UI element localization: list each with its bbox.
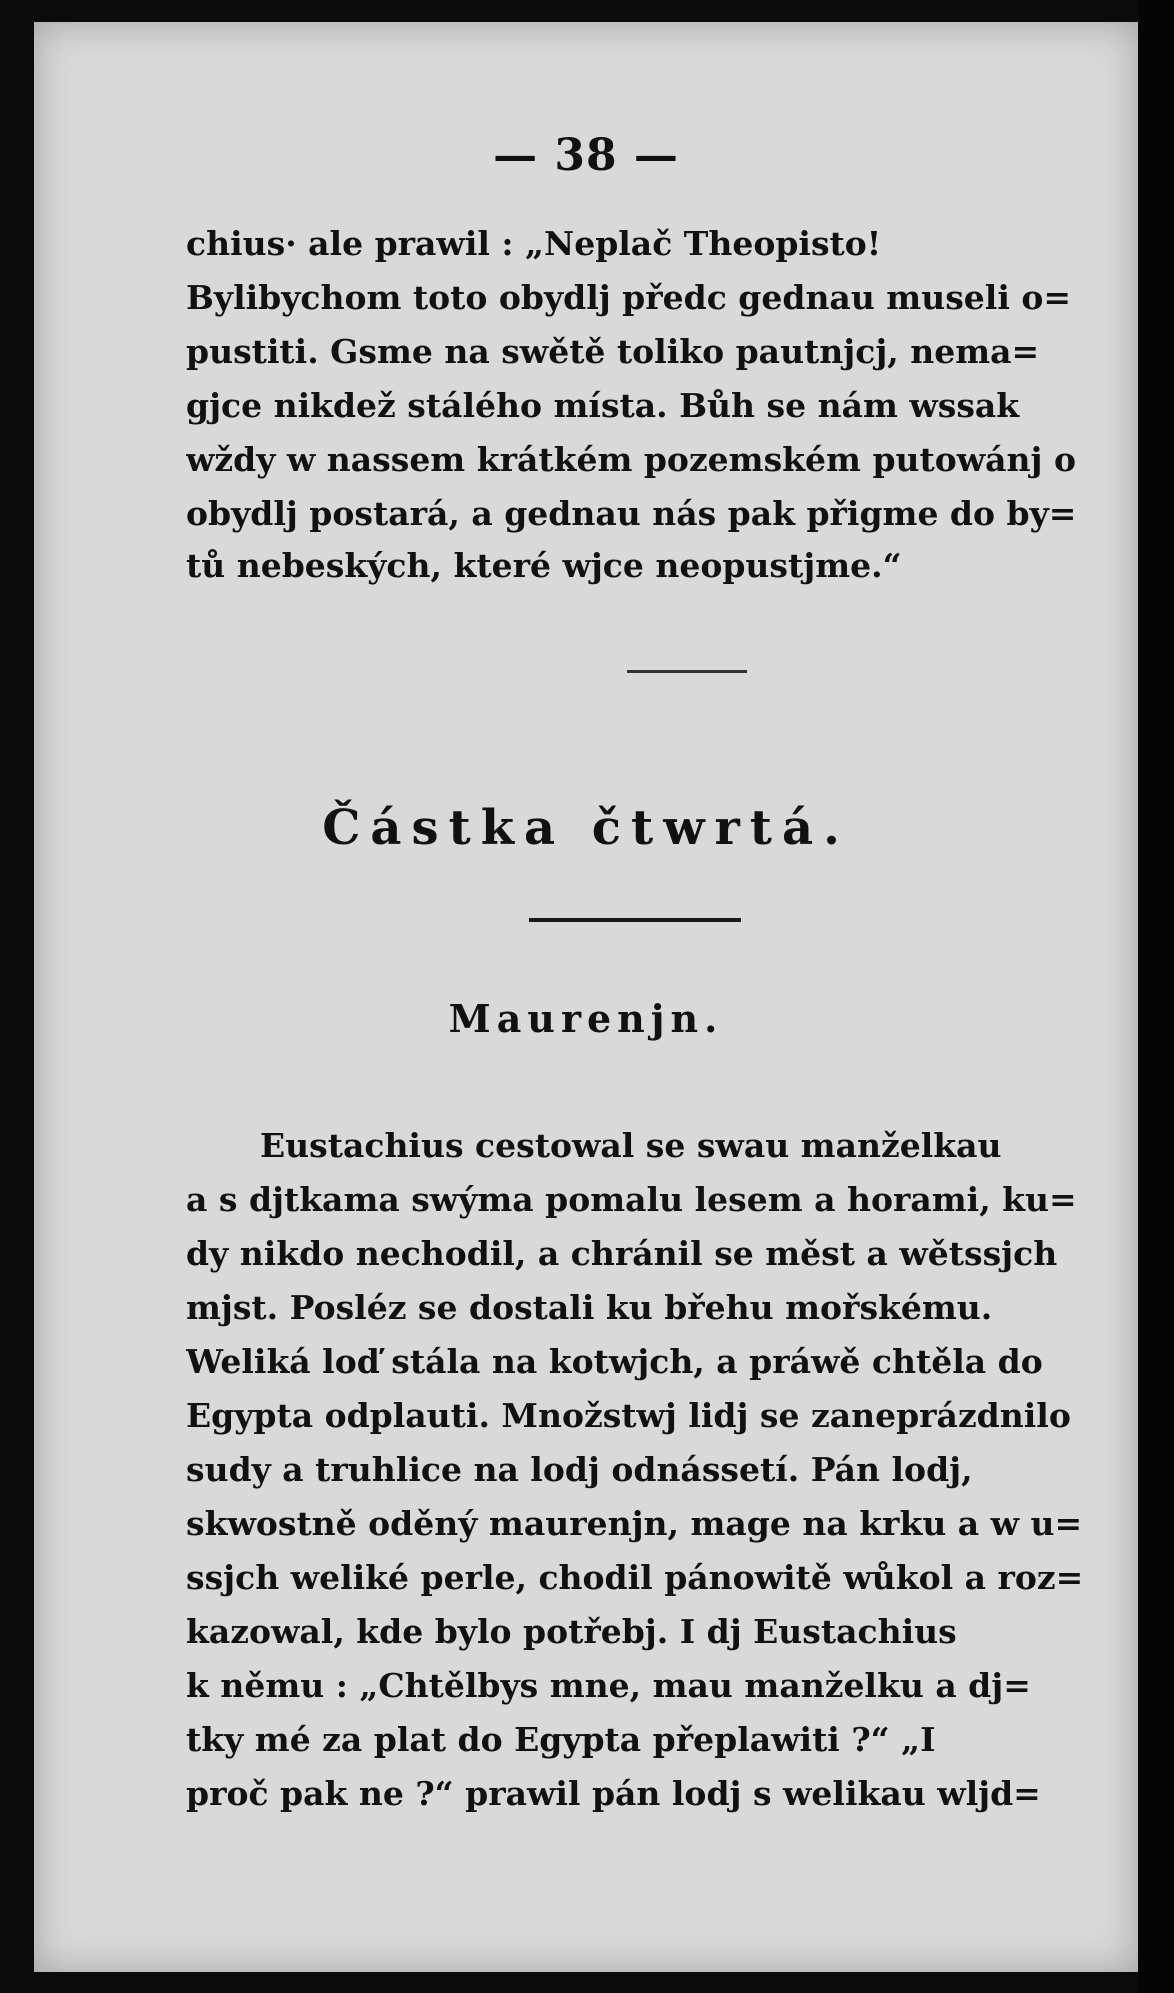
text-line: mjst. Posléz se dostali ku břehu mořskému. (186, 1288, 993, 1327)
text-line: pustiti. Gsme na swětě toliko pautnjcj, nema= (186, 332, 1040, 371)
text-line: proč pak ne ?“ prawil pán lodj s welikau wljd= (186, 1774, 1041, 1813)
text-line: tky mé za plat do Egypta přeplawiti ?“ „I (186, 1720, 936, 1759)
text-line: k němu : „Chtělbys mne, mau manželku a dj= (186, 1666, 1031, 1705)
text-line: Eustachius cestowal se swau manželkau (260, 1126, 1002, 1165)
text-line: a s djtkama swýma pomalu lesem a horami, ku= (186, 1180, 1077, 1219)
section-subtitle: Maurenjn. (448, 996, 724, 1041)
text-line: dy nikdo nechodil, a chránil se měst a wětssjch (186, 1234, 1058, 1273)
text-line: Egypta odplauti. Množstwj lidj se zaneprázdnilo (186, 1396, 1071, 1435)
text-line: wždy w nassem krátkém pozemském putowánj o (186, 440, 1076, 479)
text-line: tů nebeských, které wjce neopustjme.“ (186, 546, 902, 585)
text-line: sudy a truhlice na lodj odnássetí. Pán lodj, (186, 1450, 973, 1489)
text-line: skwostně oděný maurenjn, mage na krku a w u= (186, 1504, 1083, 1543)
section-title: Částka čtwrtá. (322, 800, 850, 856)
scan-border (1138, 0, 1174, 1993)
text-line: chius· ale prawil : „Neplač Theopisto! (186, 224, 882, 263)
text-line: kazowal, kde bylo potřebj. I dj Eustachius (186, 1612, 957, 1651)
text-line: Weliká loď stála na kotwjch, a práwě chtěla do (186, 1342, 1043, 1381)
book-page (34, 22, 1138, 1972)
title-rule (529, 918, 741, 922)
text-line: Bylibychom toto obydlj předc gednau museli o= (186, 278, 1072, 317)
text-line: obydlj postará, a gednau nás pak přigme do by= (186, 494, 1077, 533)
separator-rule (627, 670, 747, 673)
page-number: — 38 — (493, 130, 679, 181)
text-line: gjce nikdež stálého místa. Bůh se nám wssak (186, 386, 1020, 425)
text-line: ssjch weliké perle, chodil pánowitě wůkol a roz= (186, 1558, 1084, 1597)
